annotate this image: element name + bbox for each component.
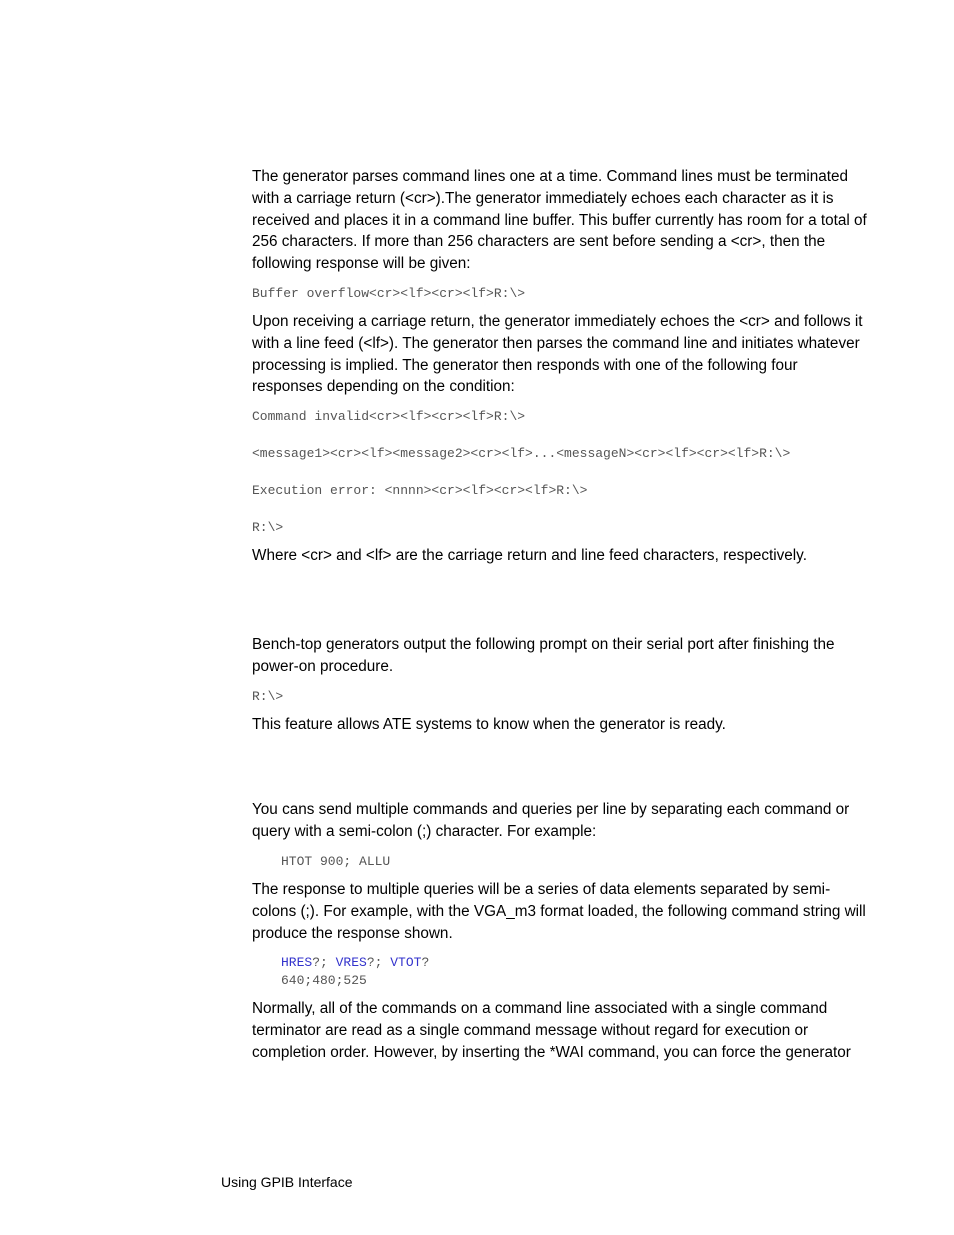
code-example-htot: HTOT 900; ALLU xyxy=(281,853,391,869)
paragraph-cr-lf-definition: Where <cr> and <lf> are the carriage return and line feed characters, respectively. xyxy=(252,547,807,565)
code-response-messages: <message1><cr><lf><message2><cr><lf>...<messageN><cr><lf><cr><lf>R:\> xyxy=(252,446,791,462)
link-vres[interactable]: VRES xyxy=(335,955,367,971)
code-response-command-invalid: Command invalid<cr><lf><cr><lf>R:\> xyxy=(252,409,526,425)
code-response-prompt: R:\> xyxy=(252,520,284,536)
code-buffer-overflow: Buffer overflow<cr><lf><cr><lf>R:\> xyxy=(252,285,526,301)
code-example-response: 640;480;525 xyxy=(281,973,367,989)
paragraph-multiple-queries: The response to multiple queries will be a series of data elements separated by semi-colons (;). For example, with the VGA_m3 format loaded, the following command string will produce the response shown. xyxy=(252,880,866,942)
paragraph-carriage-return: Upon receiving a carriage return, the generator immediately echoes the <cr> and follows it with a line feed (<lf>). The generator then parses the command line and initiates whatever processing is implied. The generator then responds with one of the following four responses depending on the condition: xyxy=(252,312,863,396)
paragraph-multiple-commands: You cans send multiple commands and queries per line by separating each command or query with a semi-colon (;) character. For example: xyxy=(252,801,850,841)
code-response-execution-error: Execution error: <nnnn><cr><lf><cr><lf>R:\> xyxy=(252,483,588,499)
code-prompt: R:\> xyxy=(252,688,284,704)
paragraph-power-on-prompt: Bench-top generators output the following prompt on their serial port after finishing the power-on procedure. xyxy=(252,635,835,675)
page-footer: Using GPIB Interface xyxy=(221,1174,353,1190)
paragraph-wai-command: Normally, all of the commands on a command line associated with a single command terminator are read as a single command message without regard for execution or completion order. However, by inserting the *WAI command, you can force the generator xyxy=(252,1000,851,1061)
code-example-query: HRES?; VRES?; VTOT? xyxy=(281,955,430,971)
page-content xyxy=(252,166,872,1064)
paragraph-ate-ready: This feature allows ATE systems to know when the generator is ready. xyxy=(252,715,726,733)
link-vtot[interactable]: VTOT xyxy=(390,955,422,971)
link-hres[interactable]: HRES xyxy=(281,955,313,971)
paragraph-command-parsing: The generator parses command lines one at a time. Command lines must be terminated with a carriage return (<cr>).The generator immediately echoes each character as it is received and places it in a command line buffer. This buffer currently has room for a total of 256 characters. If more than 256 characters are sent before sending a <cr>, then the following response will be given: xyxy=(252,168,867,273)
